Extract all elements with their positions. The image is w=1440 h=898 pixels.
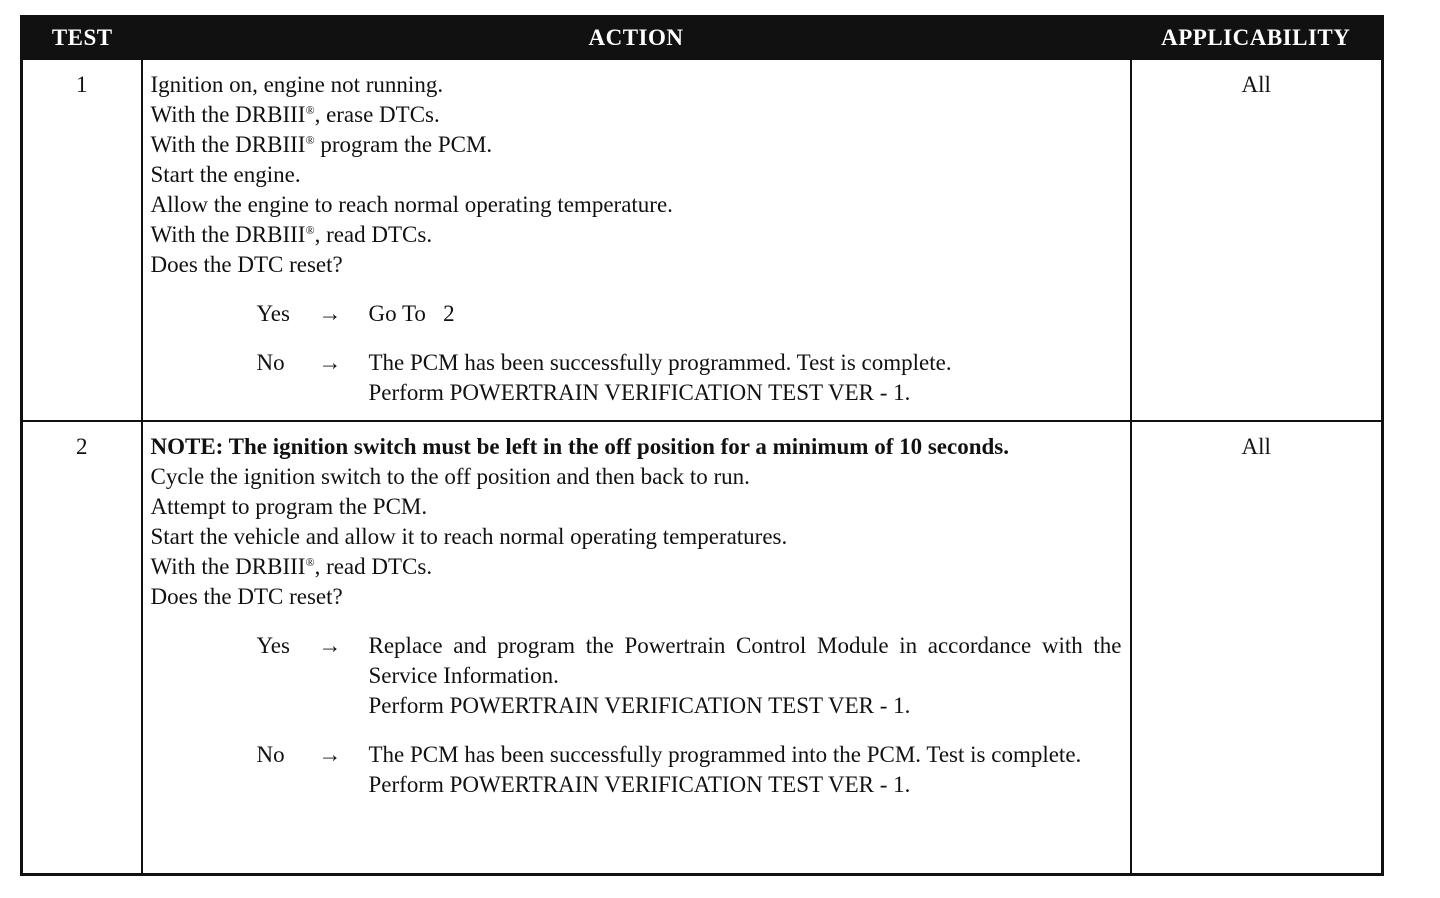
- diagnostic-test-table: [20, 15, 1384, 876]
- action-step: Ignition on, engine not running.: [150, 72, 444, 97]
- applicability-value: All: [1131, 421, 1383, 875]
- table-header-row: [22, 17, 1383, 60]
- no-result: [151, 740, 1124, 800]
- yes-result-text: [369, 631, 1124, 721]
- registered-mark: ®: [305, 103, 315, 117]
- result-line: The PCM has been successfully programmed. Test is complete.: [368, 350, 952, 375]
- action-cell: [142, 59, 1131, 421]
- header-applicability: APPLICABILITY: [1131, 17, 1383, 60]
- no-label: No: [256, 741, 285, 767]
- test-row-2: [22, 421, 1383, 875]
- arrow-right-icon: →: [318, 350, 342, 375]
- header-action: ACTION: [142, 17, 1131, 60]
- registered-mark: ®: [305, 223, 315, 237]
- action-step: Start the vehicle and allow it to reach normal operating temperatures.: [150, 523, 788, 549]
- test-number: 2: [22, 421, 142, 875]
- result-line: Perform POWERTRAIN VERIFICATION TEST VER - 1.: [368, 380, 911, 405]
- yes-result: [151, 631, 1124, 721]
- yes-label: Yes: [256, 301, 290, 326]
- arrow-right-icon: →: [318, 741, 342, 767]
- note-text: NOTE: The ignition switch must be left in the off position for a minimum of 10 seconds.: [150, 433, 1010, 459]
- yes-result-text: [369, 299, 1124, 329]
- result-line: The PCM has been successfully programmed into the PCM. Test is complete.: [368, 741, 1082, 767]
- action-step: Does the DTC reset?: [150, 252, 343, 277]
- action-cell: [142, 421, 1131, 875]
- test-row-1: [22, 59, 1383, 421]
- action-step: Cycle the ignition switch to the off position and then back to run.: [150, 463, 750, 489]
- result-line: Go To 2: [368, 301, 455, 326]
- result-line: Perform POWERTRAIN VERIFICATION TEST VER - 1.: [368, 692, 911, 718]
- yes-result: [151, 299, 1124, 329]
- action-step: With the DRBIII®, erase DTCs.: [150, 102, 440, 127]
- result-line: Replace and program the Powertrain Control Module in accordance with the Service Information.: [368, 632, 1122, 688]
- arrow-right-icon: →: [318, 632, 342, 658]
- no-label: No: [256, 350, 285, 375]
- no-result-text: [369, 348, 1124, 408]
- registered-mark: ®: [305, 133, 315, 147]
- action-step: Attempt to program the PCM.: [150, 493, 428, 519]
- no-result: [151, 348, 1124, 408]
- action-step: With the DRBIII® program the PCM.: [150, 132, 493, 157]
- arrow-right-icon: →: [318, 301, 342, 326]
- no-result-text: [369, 740, 1124, 800]
- action-step: Does the DTC reset?: [150, 583, 343, 609]
- result-line: Perform POWERTRAIN VERIFICATION TEST VER - 1.: [368, 771, 911, 797]
- action-step: With the DRBIII®, read DTCs.: [150, 222, 433, 247]
- yes-label: Yes: [256, 632, 290, 658]
- action-step: Start the engine.: [150, 162, 301, 187]
- action-step: With the DRBIII®, read DTCs.: [150, 553, 433, 579]
- registered-mark: ®: [305, 554, 315, 569]
- header-test: TEST: [22, 17, 142, 60]
- action-step: Allow the engine to reach normal operating temperature.: [150, 192, 673, 217]
- applicability-value: All: [1131, 59, 1383, 421]
- test-number: 1: [22, 59, 142, 421]
